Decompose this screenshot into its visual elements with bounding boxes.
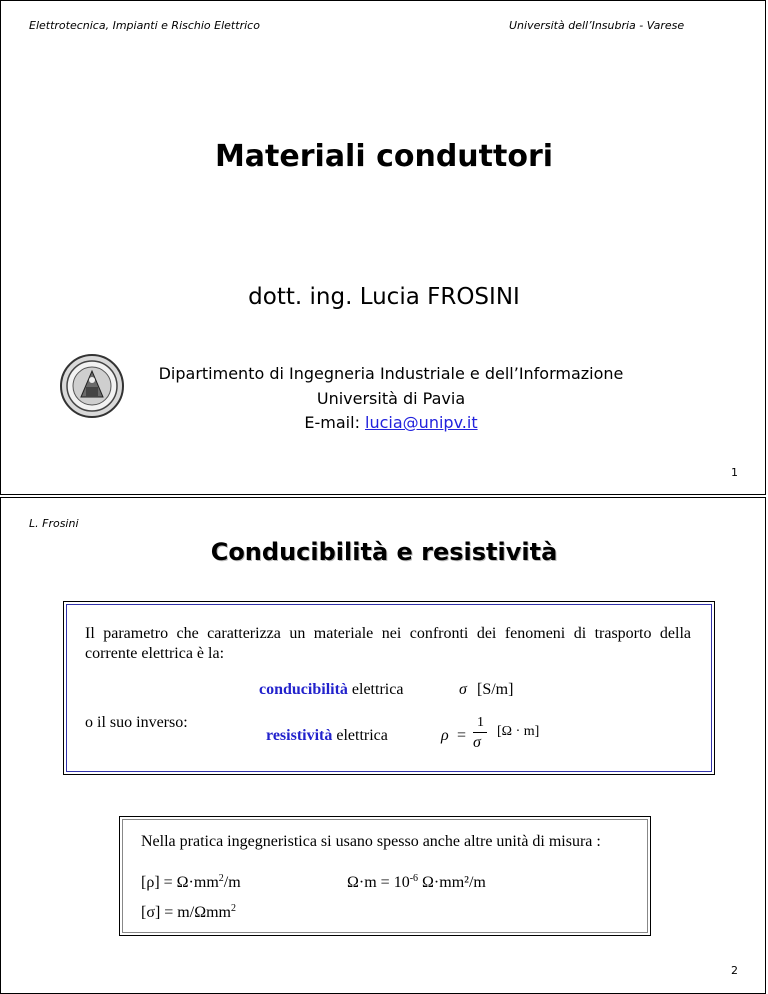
- email-label: E-mail:: [304, 413, 366, 432]
- resistivity-label: resistività elettrica: [266, 727, 388, 744]
- rho-symbol: ρ: [441, 727, 449, 744]
- fraction-numerator: 1: [477, 715, 484, 730]
- inverse-label: o il suo inverso:: [85, 714, 188, 731]
- department-name: Dipartimento di Ingegneria Industriale e dell’Informazione: [158, 364, 624, 383]
- sigma-symbol: σ: [459, 681, 467, 698]
- slide-title: Conducibilità e resistività: [210, 538, 558, 566]
- header-course: Elettrotecnica, Impianti e Rischio Elettrico: [29, 19, 260, 32]
- unit-conversion: $\Omega\cdot m = 10^{-6}$ Ω·mm²/m: [347, 873, 486, 891]
- equals-sign: =: [457, 727, 467, 744]
- page-number: 1: [731, 466, 738, 479]
- header-author: L. Frosini: [29, 517, 79, 530]
- practice-paragraph: Nella pratica ingegneristica si usano spesso anche altre unità di misura :: [141, 833, 601, 850]
- sigma-practical-unit: [σ] = m/Ωmm$^2$: [141, 903, 236, 921]
- intro-paragraph: Il parametro che caratterizza un materiale nei confronti dei fenomeni di trasporto della corrente elettrica è la:: [85, 625, 691, 662]
- header-university: Università dell’Insubria - Varese: [509, 19, 685, 32]
- email-link[interactable]: lucia@unipv.it: [365, 413, 478, 432]
- fraction-bar: [473, 732, 487, 733]
- slide-1: [0, 0, 766, 495]
- university-name: Università di Pavia: [316, 389, 466, 408]
- conductivity-term: conducibilità: [259, 681, 348, 698]
- rho-practical-unit: $[\rho] = \Omega\cdot mm^2/m$: [141, 873, 241, 891]
- rho-unit: [Ω · m]: [497, 724, 540, 739]
- fraction-denominator: σ: [473, 734, 481, 751]
- author-name: dott. ing. Lucia FROSINI: [248, 284, 520, 310]
- page-number: 2: [731, 964, 738, 977]
- email-line: [131, 413, 651, 432]
- sigma-unit: [S/m]: [477, 681, 514, 698]
- resistivity-term: resistività: [266, 727, 333, 744]
- conductivity-label: conducibilità elettrica: [259, 681, 404, 698]
- university-seal-logo: [59, 353, 125, 419]
- slide-title: Materiali conduttori: [214, 139, 554, 174]
- slide-2: [0, 497, 766, 994]
